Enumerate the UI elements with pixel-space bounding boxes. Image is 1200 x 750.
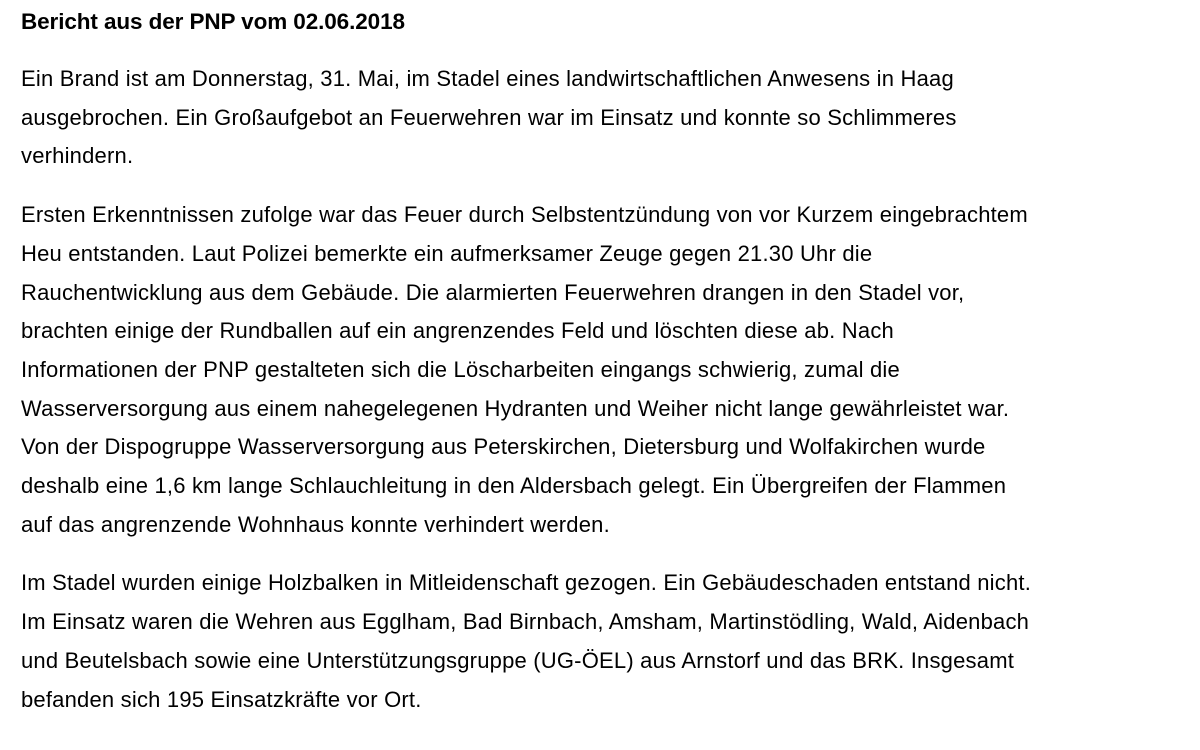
document-title: Bericht aus der PNP vom 02.06.2018 — [21, 9, 405, 34]
paragraph-line: und Beutelsbach sowie eine Unterstützungsgruppe (UG-ÖEL) aus Arnstorf und das BRK. Insgesamt — [21, 647, 1015, 673]
paragraph-line: ausgebrochen. Ein Großaufgebot an Feuerwehren war im Einsatz und konnte so Schlimmeres — [21, 104, 957, 130]
paragraph-line: Ein Brand ist am Donnerstag, 31. Mai, im Stadel eines landwirtschaftlichen Anwesens in Haag — [21, 66, 954, 91]
paragraph-2 — [21, 196, 1191, 544]
paragraph-line: Wasserversorgung aus einem nahegelegenen Hydranten und Weiher nicht lange gewährleistet war. — [21, 395, 1010, 421]
paragraph-line: Im Einsatz waren die Wehren aus Egglham, Bad Birnbach, Amsham, Martinstödling, Wald, Aidenbach — [21, 609, 1030, 635]
paragraph-line: brachten einige der Rundballen auf ein angrenzendes Feld und löschten diese ab. Nach — [21, 318, 894, 344]
paragraph-3 — [21, 564, 1191, 719]
paragraph-line: deshalb eine 1,6 km lange Schlauchleitung in den Aldersbach gelegt. Ein Übergreifen der Flammen — [21, 473, 1007, 499]
paragraph-line: Informationen der PNP gestalteten sich die Löscharbeiten eingangs schwierig, zumal die — [21, 356, 900, 382]
paragraph-line: befanden sich 195 Einsatzkräfte vor Ort. — [21, 686, 422, 712]
paragraph-line: Von der Dispogruppe Wasserversorgung aus Peterskirchen, Dietersburg und Wolfakirchen wurde — [21, 434, 986, 460]
paragraph-line: auf das angrenzende Wohnhaus konnte verhindert werden. — [21, 511, 610, 537]
paragraph-line: Heu entstanden. Laut Polizei bemerkte ein aufmerksamer Zeuge gegen 21.30 Uhr die — [21, 240, 873, 266]
paragraph-line: Rauchentwicklung aus dem Gebäude. Die alarmierten Feuerwehren drangen in den Stadel vor, — [21, 279, 965, 305]
paragraph-line: verhindern. — [21, 143, 134, 169]
paragraph-1 — [21, 60, 1191, 176]
document — [21, 4, 1191, 739]
paragraph-line: Ersten Erkenntnissen zufolge war das Feuer durch Selbstentzündung von vor Kurzem eingebrachtem — [21, 202, 1028, 228]
paragraph-line: Im Stadel wurden einige Holzbalken in Mitleidenschaft gezogen. Ein Gebäudeschaden entstand nicht. — [21, 570, 1032, 596]
